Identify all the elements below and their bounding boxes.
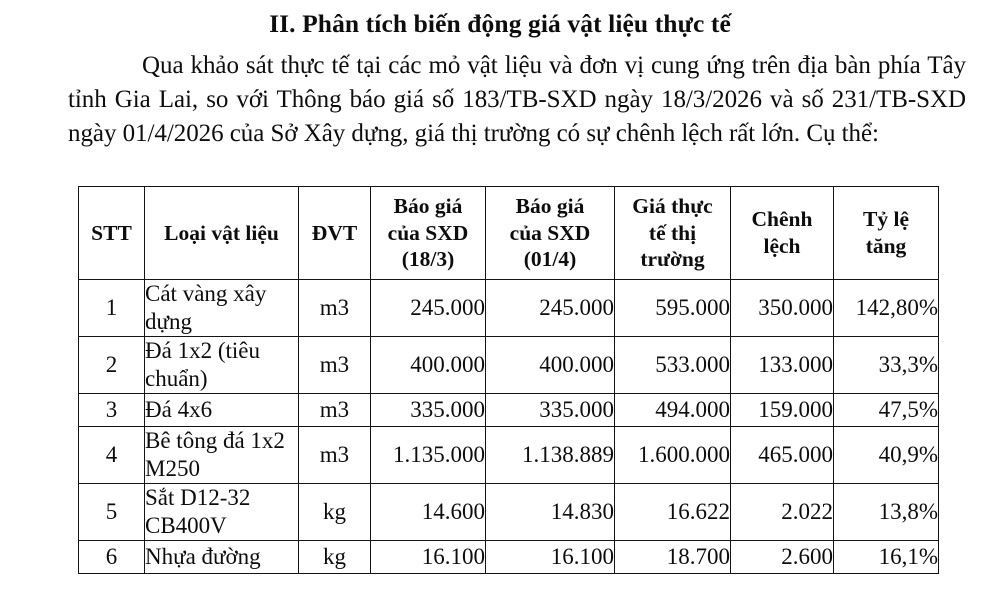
table-body [79, 280, 939, 574]
cell-difference: 159.000 [731, 394, 834, 427]
column-header-quote-0104 [486, 187, 615, 280]
column-header-difference-line1: Chênh [751, 207, 813, 232]
cell-stt: 1 [79, 280, 145, 337]
cell-unit: m3 [299, 427, 371, 484]
price-comparison-table-wrapper [78, 186, 938, 574]
table-row [79, 484, 939, 541]
column-header-market-price-line2: tế thị [648, 220, 697, 245]
column-header-quote-1803-line1: Báo giá [393, 194, 463, 219]
cell-stt: 2 [79, 337, 145, 394]
column-header-stt [79, 187, 145, 280]
cell-rate: 40,9% [834, 427, 939, 484]
cell-quote-0104: 16.100 [486, 541, 615, 574]
cell-quote-1803: 1.135.000 [371, 427, 486, 484]
cell-quote-1803: 16.100 [371, 541, 486, 574]
column-header-quote-0104-line2: của SXD [509, 220, 591, 245]
column-header-quote-1803-line2: của SXD [387, 220, 469, 245]
cell-stt: 5 [79, 484, 145, 541]
cell-quote-0104: 335.000 [486, 394, 615, 427]
cell-market: 1.600.000 [615, 427, 731, 484]
column-header-unit-label: ĐVT [311, 220, 358, 245]
table-row [79, 541, 939, 574]
column-header-quote-1803 [371, 187, 486, 280]
cell-unit: m3 [299, 394, 371, 427]
cell-material: Đá 1x2 (tiêu chuẩn) [145, 337, 299, 394]
cell-material: Bê tông đá 1x2 M250 [145, 427, 299, 484]
cell-rate: 142,80% [834, 280, 939, 337]
cell-material: Sắt D12-32 CB400V [145, 484, 299, 541]
cell-quote-1803: 245.000 [371, 280, 486, 337]
cell-market: 595.000 [615, 280, 731, 337]
table-row [79, 427, 939, 484]
price-comparison-table [78, 186, 939, 574]
column-header-unit [299, 187, 371, 280]
cell-rate: 33,3% [834, 337, 939, 394]
cell-unit: kg [299, 484, 371, 541]
cell-difference: 2.022 [731, 484, 834, 541]
cell-quote-0104: 1.138.889 [486, 427, 615, 484]
cell-quote-0104: 400.000 [486, 337, 615, 394]
cell-market: 533.000 [615, 337, 731, 394]
cell-unit: m3 [299, 337, 371, 394]
column-header-difference [731, 187, 834, 280]
cell-stt: 6 [79, 541, 145, 574]
cell-difference: 350.000 [731, 280, 834, 337]
column-header-market-price [615, 187, 731, 280]
cell-difference: 465.000 [731, 427, 834, 484]
cell-rate: 13,8% [834, 484, 939, 541]
cell-rate: 47,5% [834, 394, 939, 427]
cell-material: Cát vàng xây dựng [145, 280, 299, 337]
column-header-market-price-line3: trường [640, 247, 705, 272]
column-header-market-price-line1: Giá thực [632, 194, 713, 219]
column-header-stt-label: STT [91, 220, 132, 245]
cell-market: 494.000 [615, 394, 731, 427]
cell-rate: 16,1% [834, 541, 939, 574]
table-row [79, 280, 939, 337]
section-heading: II. Phân tích biến động giá vật liệu thực tế [269, 9, 731, 38]
cell-market: 18.700 [615, 541, 731, 574]
column-header-material-label: Loại vật liệu [164, 220, 279, 245]
column-header-rate-line1: Tỷ lệ [863, 207, 909, 232]
cell-difference: 2.600 [731, 541, 834, 574]
cell-material: Đá 4x6 [145, 394, 299, 427]
column-header-difference-line2: lệch [763, 234, 801, 258]
table-header [79, 187, 939, 280]
column-header-quote-0104-line3: (01/4) [523, 247, 577, 272]
cell-stt: 3 [79, 394, 145, 427]
intro-paragraph: Qua khảo sát thực tế tại các mỏ vật liệu và đơn vị cung ứng trên địa bàn phía Tây tỉnh Gia Lai, so với Thông báo giá số 183/TB-SXD ngày 18/3/2026 và số 231/TB-SXD ngày 01/4/2026 của Sở Xây dựng, giá thị trường có sự chênh lệch rất lớn. Cụ thể: [68, 51, 966, 147]
cell-quote-0104: 14.830 [486, 484, 615, 541]
cell-material: Nhựa đường [145, 541, 299, 574]
column-header-material [145, 187, 299, 280]
column-header-rate-line2: tăng [865, 234, 907, 258]
table-row [79, 337, 939, 394]
cell-quote-1803: 335.000 [371, 394, 486, 427]
column-header-quote-1803-line3: (18/3) [401, 247, 455, 272]
column-header-rate [834, 187, 939, 280]
cell-quote-0104: 245.000 [486, 280, 615, 337]
cell-unit: kg [299, 541, 371, 574]
cell-market: 16.622 [615, 484, 731, 541]
cell-unit: m3 [299, 280, 371, 337]
cell-quote-1803: 400.000 [371, 337, 486, 394]
cell-quote-1803: 14.600 [371, 484, 486, 541]
column-header-quote-0104-line1: Báo giá [515, 194, 585, 219]
table-header-row [79, 187, 939, 280]
cell-stt: 4 [79, 427, 145, 484]
cell-difference: 133.000 [731, 337, 834, 394]
table-row [79, 394, 939, 427]
